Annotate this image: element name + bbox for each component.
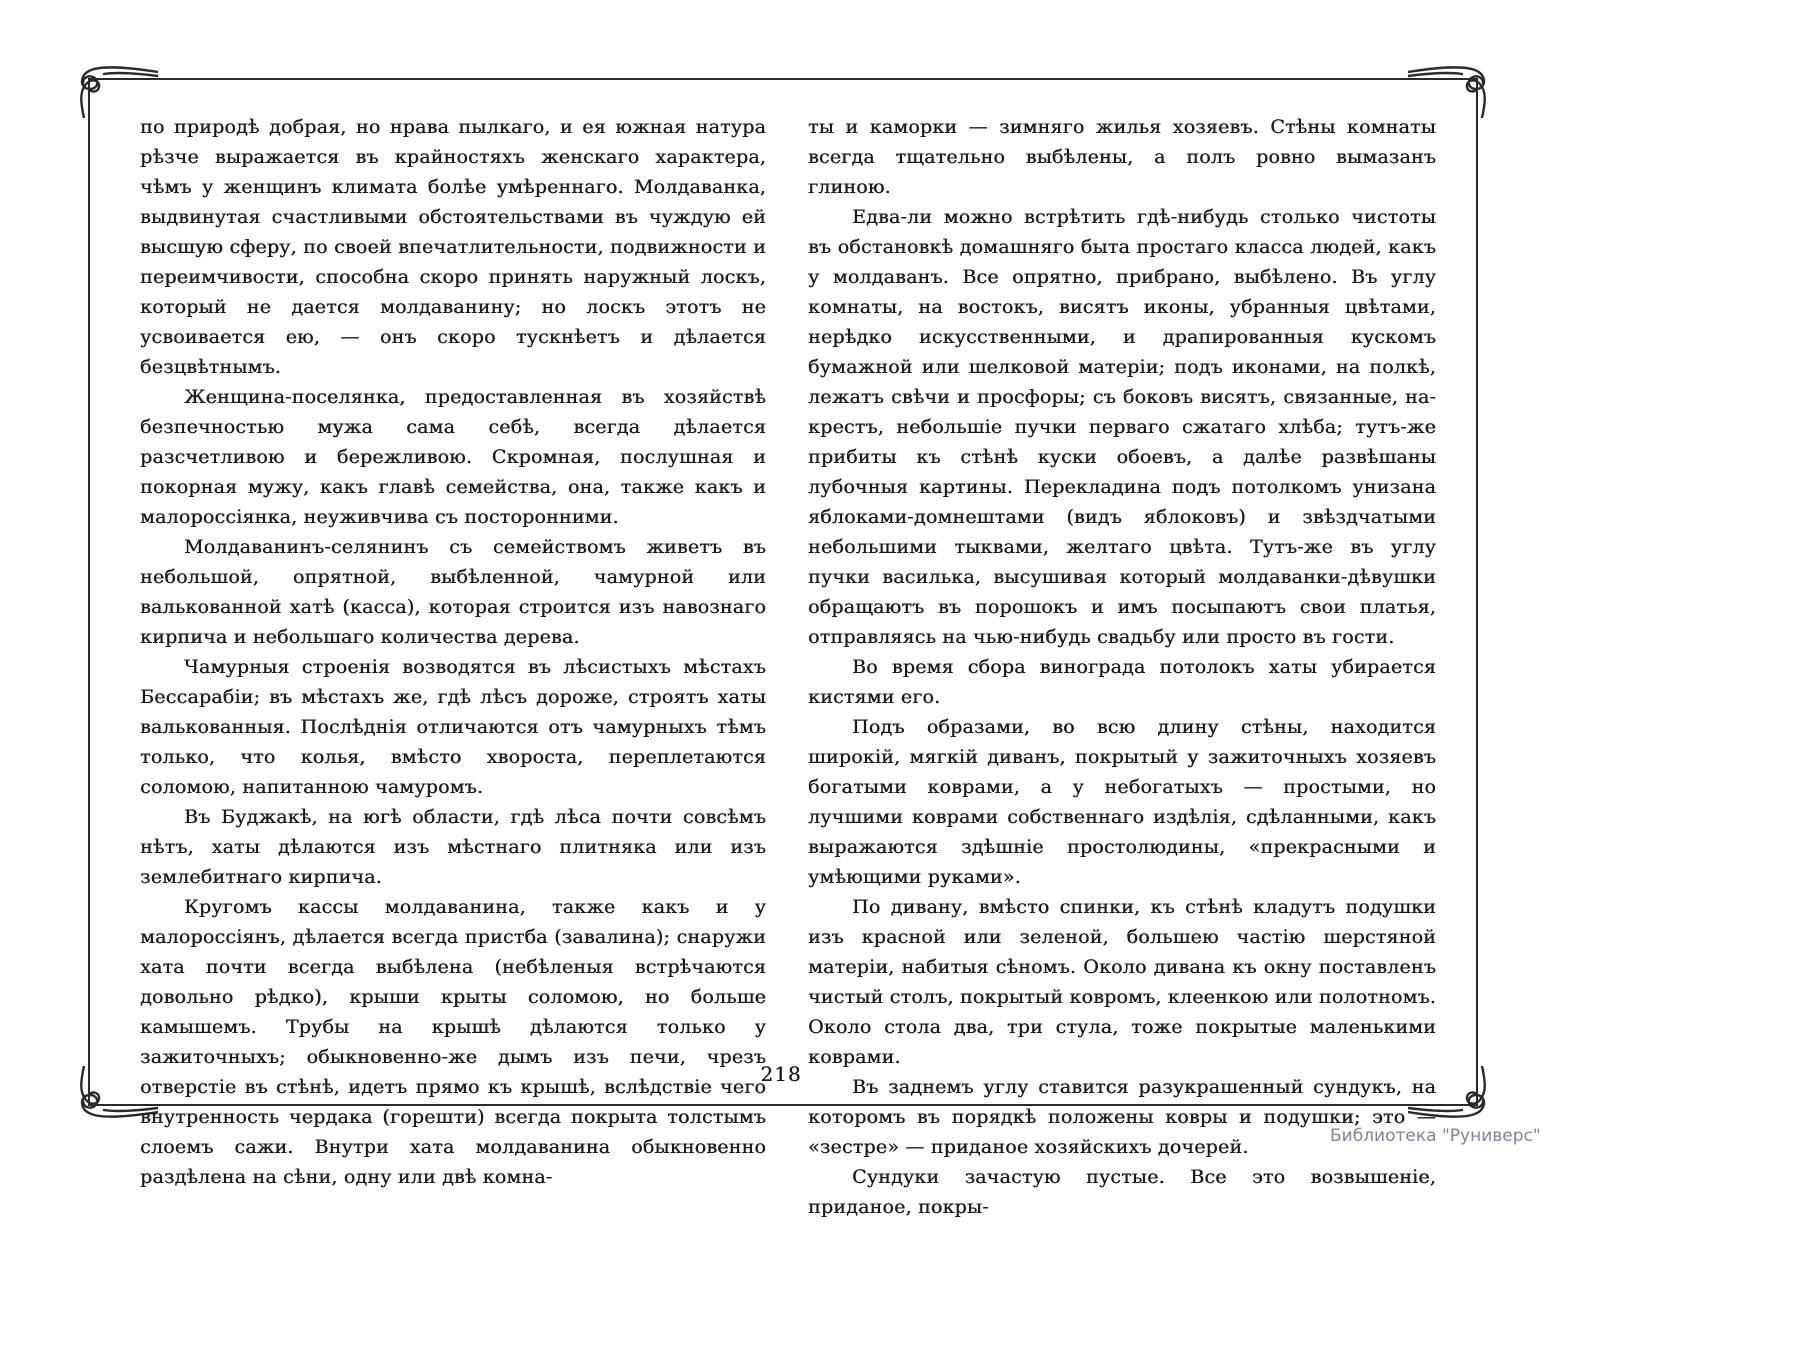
paragraph: ты и каморки — зимняго жилья хозяевъ. Стѣны комнаты всегда тщательно выбѣлены, а полъ ровно вымазанъ глиною. xyxy=(808,116,1436,198)
paragraph: Въ Буджакѣ, на югѣ области, гдѣ лѣса почти совсѣмъ нѣтъ, хаты дѣлаются изъ мѣстнаго плитняка или изъ землебитнаго кирпича. xyxy=(140,806,766,888)
corner-ornament-top-left xyxy=(74,62,158,118)
page-number: 218 xyxy=(760,1062,802,1086)
paragraph: Молдаванинъ-селянинъ съ семействомъ живетъ въ небольшой, опрятной, выбѣленной, чамурной или валькованной хатѣ (касса), которая строится изъ навознаго кирпича и небольшаго количества дерева. xyxy=(140,536,766,648)
left-column xyxy=(140,112,766,1192)
paragraph: Женщина-поселянка, предоставленная въ хозяйствѣ безпечностью мужа сама себѣ, всегда дѣлается разсчетливою и бережливою. Скромная, послушная и покорная мужу, какъ главѣ семейства, она, также какъ и малороссіянка, неуживчива съ посторонними. xyxy=(140,386,766,528)
right-column xyxy=(808,112,1436,1222)
paragraph: Чамурныя строенія возводятся въ лѣсистыхъ мѣстахъ Бессарабіи; въ мѣстахъ же, гдѣ лѣсъ дороже, строятъ хаты валькованныя. Послѣднія отличаются отъ чамурныхъ тѣмъ только, что колья, вмѣсто хвороста, переплетаются соломою, напитанною чамуромъ. xyxy=(140,656,766,798)
paragraph: Кругомъ кассы молдаванина, также какъ и у малороссіянъ, дѣлается всегда пристба (завалина); снаружи хата почти всегда выбѣлена (небѣленыя встрѣчаются довольно рѣдко), крыши крыты соломою, но больше камышемъ. Трубы на крышѣ дѣлаются только у зажиточныхъ; обыкновенно-же дымъ изъ печи, чрезъ отверстіе въ стѣнѣ, идетъ прямо къ крышѣ, вслѣдствіе чего внутренность чердака (горешти) всегда покрыта толстымъ слоемъ сажи. Внутри хата молдаванина обыкновенно раздѣлена на сѣни, одну или двѣ комна- xyxy=(140,896,766,1188)
corner-ornament-top-right xyxy=(1408,62,1492,118)
paragraph: Во время сбора винограда потолокъ хаты убирается кистями его. xyxy=(808,656,1436,708)
paragraph: По дивану, вмѣсто спинки, къ стѣнѣ кладутъ подушки изъ красной или зеленой, большею частію шерстяной матеріи, набитыя сѣномъ. Около дивана къ окну поставленъ чистый столъ, покрытый ковромъ, клеенкою или полотномъ. Около стола два, три стула, тоже покрытые маленькими коврами. xyxy=(808,896,1436,1068)
paragraph: по природѣ добрая, но нрава пылкаго, и ея южная натура рѣзче выражается въ крайностяхъ женскаго характера, чѣмъ у женщинъ климата болѣе умѣреннаго. Молдаванка, выдвинутая счастливыми обстоятельствами въ чуждую ей высшую сферу, по своей впечатлительности, подвижности и переимчивости, способна скоро принять наружный лоскъ, который не дается молдаванину; но лоскъ этотъ не усвоивается ею, — онъ скоро тускнѣетъ и дѣлается безцвѣтнымъ. xyxy=(140,116,766,378)
paragraph: Сундуки зачастую пустые. Все это возвышеніе, приданое, покры- xyxy=(808,1166,1436,1218)
library-watermark: Библиотека "Руниверс" xyxy=(1330,1126,1541,1146)
paragraph: Едва-ли можно встрѣтить гдѣ-нибудь столько чистоты въ обстановкѣ домашняго быта простаго класса людей, какъ у молдаванъ. Все опрятно, прибрано, выбѣлено. Въ углу комнаты, на востокъ, висятъ иконы, убранныя цвѣтами, нерѣдко искусственными, и драпированныя кускомъ бумажной или шелковой матеріи; подъ иконами, на полкѣ, лежатъ свѣчи и просфоры; съ боковъ висятъ, связанные, на-крестъ, небольшіе пучки перваго сжатаго хлѣба; тутъ-же прибиты къ стѣнѣ куски обоевъ, а далѣе развѣшаны лубочныя картины. Перекладина подъ потолкомъ унизана яблоками-домнештами (видъ яблоковъ) и звѣздчатыми небольшими тыквами, желтаго цвѣта. Тутъ-же въ углу пучки василька, высушивая который молдаванки-дѣвушки обращаютъ въ порошокъ и имъ посыпаютъ свои платья, отправляясь на чью-нибудь свадьбу или просто въ гости. xyxy=(808,206,1436,648)
paragraph: Подъ образами, во всю длину стѣны, находится широкій, мягкій диванъ, покрытый у зажиточныхъ хозяевъ богатыми коврами, а у небогатыхъ — простыми, но лучшими коврами собственнаго издѣлія, сдѣланными, какъ выражаются здѣшніе простолюдины, «прекрасными и умѣющими руками». xyxy=(808,716,1436,888)
paragraph: Въ заднемъ углу ставится разукрашенный сундукъ, на которомъ въ порядкѣ положены ковры и подушки; это — «зестре» — приданое хозяйскихъ дочерей. xyxy=(808,1076,1436,1158)
